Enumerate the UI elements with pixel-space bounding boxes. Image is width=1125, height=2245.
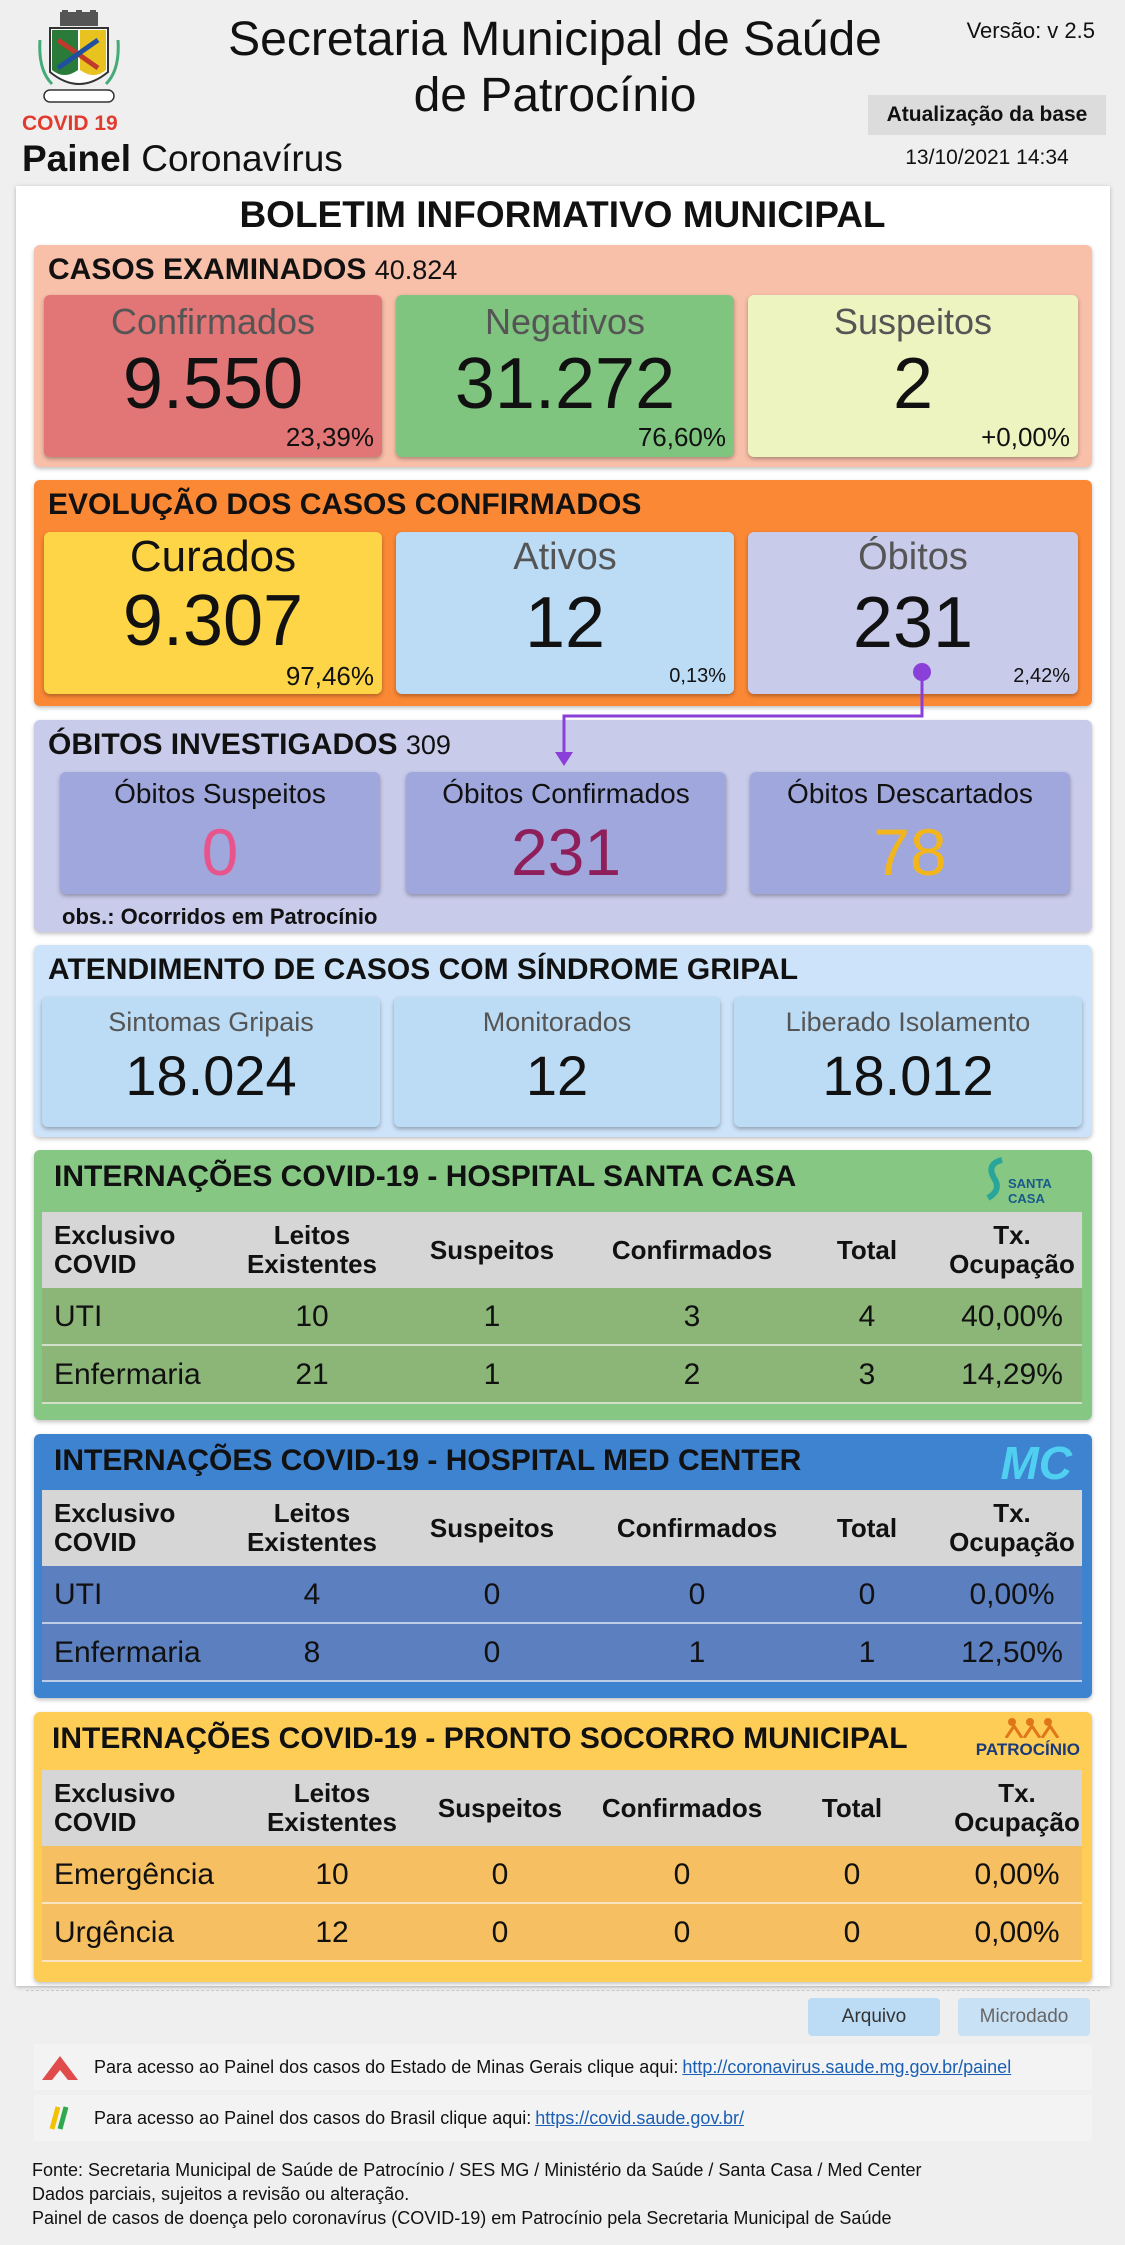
header-text: COVID xyxy=(54,1527,137,1557)
row-total: 3 xyxy=(858,1358,876,1391)
row-name: Enfermaria xyxy=(54,1636,201,1669)
tile-value: 78 xyxy=(873,815,947,889)
row-suspeitos: 0 xyxy=(491,1858,509,1891)
med-center-logo: MC xyxy=(1000,1437,1072,1489)
tile-percent: 76,60% xyxy=(637,422,726,452)
table-row xyxy=(42,1624,1082,1682)
microdado-button[interactable]: Microdado xyxy=(958,1998,1090,2036)
tile-value: 12 xyxy=(524,583,606,663)
row-leitos: 21 xyxy=(295,1358,329,1391)
tile-value: 0 xyxy=(201,815,239,889)
painel-coronavirus-title xyxy=(22,138,343,180)
bulletin-title: BOLETIM INFORMATIVO MUNICIPAL xyxy=(239,194,886,235)
tile-label: Ativos xyxy=(513,536,617,578)
col-tx-ocupacao xyxy=(942,1212,1082,1288)
santa-casa-logo xyxy=(984,1156,1080,1204)
row-leitos: 12 xyxy=(315,1916,349,1949)
header-text: Ocupação xyxy=(949,1527,1075,1557)
col-confirmados: Confirmados xyxy=(616,1512,778,1543)
row-confirmados: 0 xyxy=(673,1858,691,1891)
santa-casa-section xyxy=(34,1150,1092,1420)
header-text: Tx. xyxy=(993,1498,1031,1528)
table-row xyxy=(42,1846,1082,1904)
version-label: Versão: v 2.5 xyxy=(966,18,1095,43)
tile-value: 12 xyxy=(525,1044,589,1107)
header-text: COVID xyxy=(54,1249,137,1279)
covid-19-label: COVID 19 xyxy=(22,112,118,135)
section-title: ATENDIMENTO DE CASOS COM SÍNDROME GRIPAL xyxy=(48,953,799,986)
col-suspeitos: Suspeitos xyxy=(437,1792,563,1823)
table-row xyxy=(42,1566,1082,1624)
row-confirmados: 3 xyxy=(683,1300,701,1333)
painel-rest-text: Coronavírus xyxy=(141,138,343,179)
tile-percent: 0,13% xyxy=(669,665,726,687)
row-tx: 40,00% xyxy=(961,1300,1063,1333)
patrocinio-logo-text: PATROCÍNIO xyxy=(975,1740,1080,1759)
col-confirmados: Confirmados xyxy=(611,1234,773,1265)
br-link-text: Para acesso ao Painel dos casos do Brasil clique aqui: xyxy=(94,2107,532,2128)
row-suspeitos: 0 xyxy=(483,1578,501,1611)
casos-examinados-section xyxy=(34,245,1092,467)
tile-percent: 2,42% xyxy=(1013,665,1070,687)
tile-label: Monitorados xyxy=(482,1007,632,1037)
sintomas-gripais-tile xyxy=(42,997,380,1127)
table-header xyxy=(42,1770,1082,1846)
tile-label: Confirmados xyxy=(110,301,316,342)
header-text: Leitos xyxy=(273,1498,351,1528)
brasil-icon xyxy=(38,2103,82,2133)
obitos-investigados-section xyxy=(34,720,1092,932)
city-coat-of-arms-logo xyxy=(38,10,120,110)
header-text: Tx. xyxy=(998,1778,1036,1808)
obitos-confirmados-tile xyxy=(406,772,726,894)
section-title: EVOLUÇÃO DOS CASOS CONFIRMADOS xyxy=(48,488,642,521)
header-text: Leitos xyxy=(293,1778,371,1808)
col-exclusivo xyxy=(54,1490,204,1566)
minas-gerais-icon xyxy=(38,2052,82,2082)
footer-disclaimer: Dados parciais, sujeitos a revisão ou alteração. xyxy=(32,2184,410,2204)
tile-value: 18.012 xyxy=(822,1044,994,1107)
br-panel-link-row xyxy=(34,2095,1092,2141)
sindrome-gripal-section xyxy=(34,945,1092,1137)
col-tx-ocupacao xyxy=(942,1490,1082,1566)
section-title xyxy=(48,728,451,762)
header-text: COVID xyxy=(54,1807,137,1837)
santa-casa-logo-mark xyxy=(984,1156,1008,1202)
tile-value: 2 xyxy=(892,344,934,424)
col-confirmados: Confirmados xyxy=(601,1792,763,1823)
row-confirmados: 0 xyxy=(673,1916,691,1949)
investigados-title-text: ÓBITOS INVESTIGADOS xyxy=(48,728,398,761)
update-date: 13/10/2021 14:34 xyxy=(905,146,1069,169)
casos-title-text: CASOS EXAMINADOS xyxy=(48,253,367,286)
row-leitos: 10 xyxy=(295,1300,329,1333)
patrocinio-logo xyxy=(970,1716,1080,1764)
med-center-section xyxy=(34,1434,1092,1698)
obitos-tile xyxy=(748,532,1078,694)
obitos-descartados-tile xyxy=(750,772,1070,894)
header-text: Existentes xyxy=(246,1249,378,1279)
painel-bold-text: Painel xyxy=(22,138,131,179)
header-text: Existentes xyxy=(246,1527,378,1557)
col-tx-ocupacao xyxy=(947,1770,1087,1846)
pronto-socorro-table xyxy=(42,1770,1082,1970)
col-leitos xyxy=(262,1770,402,1846)
row-suspeitos: 0 xyxy=(483,1636,501,1669)
ativos-tile xyxy=(396,532,734,694)
col-total: Total xyxy=(821,1792,883,1823)
tile-label: Óbitos Confirmados xyxy=(442,778,690,809)
update-label: Atualização da base xyxy=(868,95,1106,135)
header-text: Exclusivo xyxy=(54,1498,176,1528)
row-confirmados: 0 xyxy=(688,1578,706,1611)
header-text: Exclusivo xyxy=(54,1220,176,1250)
row-tx: 0,00% xyxy=(974,1858,1060,1891)
row-confirmados: 1 xyxy=(688,1636,706,1669)
col-exclusivo xyxy=(54,1212,204,1288)
row-tx: 12,50% xyxy=(961,1636,1063,1669)
tile-label: Óbitos Suspeitos xyxy=(114,778,326,809)
suspeitos-tile xyxy=(748,295,1078,457)
row-tx: 0,00% xyxy=(969,1578,1055,1611)
row-suspeitos: 1 xyxy=(483,1300,501,1333)
table-row xyxy=(42,1904,1082,1962)
tile-value: 31.272 xyxy=(454,344,676,424)
negativos-tile xyxy=(396,295,734,457)
tile-label: Óbitos xyxy=(858,536,968,578)
obs-note: obs.: Ocorridos em Patrocínio xyxy=(62,904,378,929)
col-suspeitos: Suspeitos xyxy=(429,1234,555,1265)
row-name: Emergência xyxy=(54,1858,215,1891)
tile-label: Óbitos Descartados xyxy=(787,778,1033,809)
tile-value: 231 xyxy=(510,815,622,889)
header-text: Exclusivo xyxy=(54,1778,176,1808)
table-header xyxy=(42,1212,1082,1288)
row-name: UTI xyxy=(54,1300,103,1333)
curados-tile xyxy=(44,532,382,694)
tile-percent: 97,46% xyxy=(285,661,374,691)
page-title-line2: de Patrocínio xyxy=(413,69,697,122)
liberado-isolamento-tile xyxy=(734,997,1082,1127)
table-row xyxy=(42,1346,1082,1404)
section-title: INTERNAÇÕES COVID-19 - HOSPITAL SANTA CASA xyxy=(54,1160,797,1193)
tile-value: 18.024 xyxy=(125,1044,297,1107)
santa-casa-table xyxy=(42,1212,1082,1412)
header-text: Ocupação xyxy=(954,1807,1080,1837)
row-leitos: 8 xyxy=(303,1636,321,1669)
mg-panel-link-row xyxy=(34,2044,1092,2090)
row-total: 0 xyxy=(843,1916,861,1949)
confirmados-tile xyxy=(44,295,382,457)
row-name: UTI xyxy=(54,1578,103,1611)
section-title: INTERNAÇÕES COVID-19 - PRONTO SOCORRO MUNICIPAL xyxy=(52,1722,908,1755)
col-suspeitos: Suspeitos xyxy=(429,1512,555,1543)
col-leitos xyxy=(242,1490,382,1566)
tile-label: Sintomas Gripais xyxy=(108,1007,314,1037)
header-text: Existentes xyxy=(266,1807,398,1837)
tile-label: Curados xyxy=(129,532,297,581)
obitos-suspeitos-tile xyxy=(60,772,380,894)
patrocinio-logo-mark xyxy=(1000,1716,1070,1738)
col-exclusivo xyxy=(54,1770,204,1846)
divider xyxy=(26,1990,1100,1991)
row-total: 0 xyxy=(858,1578,876,1611)
tile-label: Liberado Isolamento xyxy=(785,1007,1031,1037)
row-name: Urgência xyxy=(54,1916,175,1949)
col-total: Total xyxy=(836,1512,898,1543)
footer-credit: Painel de casos de doença pelo coronavírus (COVID-19) em Patrocínio pela Secretaria Municipal de Saúde xyxy=(32,2208,892,2228)
row-leitos: 10 xyxy=(315,1858,349,1891)
row-tx: 0,00% xyxy=(974,1916,1060,1949)
santa-casa-logo-text: SANTA CASA xyxy=(1008,1176,1052,1206)
row-suspeitos: 1 xyxy=(483,1358,501,1391)
row-confirmados: 2 xyxy=(683,1358,701,1391)
br-panel-link[interactable]: https://covid.saude.gov.br/ xyxy=(535,2107,745,2128)
investigados-total: 309 xyxy=(405,730,451,760)
page-header xyxy=(0,0,1125,185)
section-title xyxy=(48,253,457,287)
tile-label: Suspeitos xyxy=(833,301,993,342)
row-tx: 14,29% xyxy=(961,1358,1063,1391)
table-row xyxy=(42,1288,1082,1346)
footer-source: Fonte: Secretaria Municipal de Saúde de Patrocínio / SES MG / Ministério da Saúde / Santa Casa / Med Center xyxy=(32,2160,922,2180)
page-title xyxy=(200,12,910,124)
mg-link-text: Para acesso ao Painel dos casos do Estado de Minas Gerais clique aqui: xyxy=(94,2056,679,2077)
section-title: INTERNAÇÕES COVID-19 - HOSPITAL MED CENTER xyxy=(54,1444,802,1477)
header-text: Tx. xyxy=(993,1220,1031,1250)
tile-value: 231 xyxy=(852,583,974,663)
mg-panel-link[interactable]: http://coronavirus.saude.mg.gov.br/painel xyxy=(682,2056,1012,2077)
row-suspeitos: 0 xyxy=(491,1916,509,1949)
casos-total: 40.824 xyxy=(374,255,458,285)
arquivo-button[interactable]: Arquivo xyxy=(808,1998,940,2036)
table-header xyxy=(42,1490,1082,1566)
header-text: Leitos xyxy=(273,1220,351,1250)
med-center-table xyxy=(42,1490,1082,1690)
row-total: 1 xyxy=(858,1636,876,1669)
row-total: 4 xyxy=(858,1300,876,1333)
evolucao-section xyxy=(34,480,1092,706)
col-leitos xyxy=(242,1212,382,1288)
row-leitos: 4 xyxy=(303,1578,321,1611)
row-total: 0 xyxy=(843,1858,861,1891)
header-text: Ocupação xyxy=(949,1249,1075,1279)
row-name: Enfermaria xyxy=(54,1358,201,1391)
col-total: Total xyxy=(836,1234,898,1265)
page-title-line1: Secretaria Municipal de Saúde xyxy=(228,13,882,66)
pronto-socorro-section xyxy=(34,1712,1092,1982)
tile-value: 9.550 xyxy=(122,344,304,424)
tile-percent: +0,00% xyxy=(981,422,1070,452)
tile-value: 9.307 xyxy=(122,581,304,661)
tile-percent: 23,39% xyxy=(285,422,374,452)
tile-label: Negativos xyxy=(484,301,646,342)
monitorados-tile xyxy=(394,997,720,1127)
